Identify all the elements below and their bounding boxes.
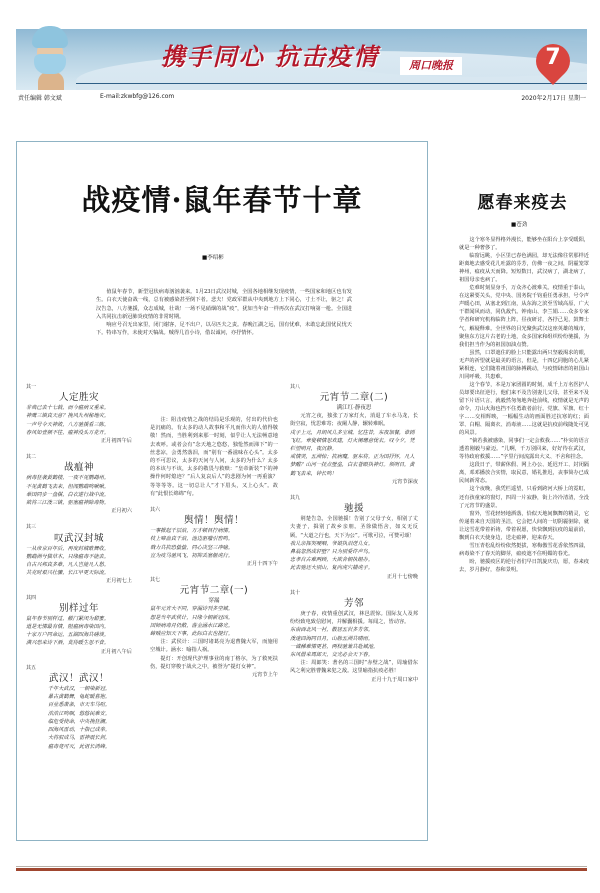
section-title: 人定胜灾 [58,392,99,404]
section-prose: 荆楚告急，全国驰援！告别了父母子女，相别了丈夫妻子，揖别了故乡亲朋。圣徐做悟舍，如义无反顾。“大道之行也，天下为公”。可歌可泣，可赞可颂！ [290,516,418,539]
poem-line: 神鹰三镇真天意？挽风九州秘地灾。 [26,413,110,420]
poem-line: 鹦鹉洲兮猫草木，只缘瘟毒不能去。 [26,553,110,560]
poem-line: 百业悉萧条，市天车马喧。 [47,702,111,709]
side-paragraph: 窗外，雪花轻轻地洒落，恰似天地间飘舞的精灵，它传递着来自天国的圣洁，它会把人间的一切阴霾驱除，就让这雪花带着祈祷，带着祝愿，快快飘到抗疫的最前沿，飘到白衣天使身边，送走瘟神，迎来春天。 [459,510,589,541]
poem-line: 十家万户同命运，五湖四海共磋谈。 [26,632,110,639]
poem-line: 一声号令天神敛，八方驰援看三陈。 [26,421,110,428]
section-signature: 正月初四午后 [100,438,132,445]
article-column-1 [26,383,132,759]
section-prose: 庚子春，疫情重创武汉，林邑震惊。国际友人及邦纷纷致电致信慰问，并解囊相援。每闻之，皆动容。 [290,611,418,626]
section-signature: 正月初七上 [106,578,132,585]
section-title: 元宵节二章(二) [319,392,389,404]
footer-divider [16,868,587,871]
side-paragraph: 虽然，口罩遮住的脸上只能露出两只坚毅渴求的眼，无声的祈望就是最美的语言，但是，十四亿同胞的心儿紧紧相连，它们随着祖国的脉搏跳动，与疫情肆虐的祖国山川同呼吸、共患难。 [459,349,589,380]
section-number: 其十 [290,589,301,596]
poem-line: 忠孝自古难两顾，大欲舍朝执组办。 [290,557,374,564]
issue-date: 2020年2月17日 星期一 [521,95,586,102]
poem-section [150,576,278,679]
poem-line: 戒情哭，五洲惊；抗病魔，驱东将。正为国抒怀，凡人梦醒？山河一抚点壁垒，白衣苍眼执神灯。须明日，黄鹤飞去来，钟长鸣！ [290,454,415,477]
intro-paragraph: 响应号召无出家里，闭门谢客，足不出户，以尽匹夫之责。春晚江湖之远，国有忧难，未敢忘此国忧民忧天下。特串写作，未使对天犒战。贼得几首小诗，借以诚问，亦抒情怀。 [96,322,352,337]
poem-line: 四海风雷动，十指已成拳。 [47,727,111,734]
section-subtitle: 满江红·静夜思 [336,405,372,412]
poem-section [150,506,278,568]
poem-line: 自古兴邦真多难，凡人岂能凡人愁。 [26,562,110,569]
section-number: 其五 [26,664,37,671]
footer-divider [16,866,587,867]
poem-section [26,664,132,751]
section-number: 其七 [150,577,161,584]
poem-line: 蟑贼应知天下事，此际白衣也提灯。 [150,631,234,638]
editor-credit: 责任编辑 韩文斌 [18,95,62,102]
side-paragraph: 这段日子，带薪休假、网上办公、延迟开工、封闭隔离，邓邓播放合实情，取民意，婚礼推迟，丧事简办已成民间新常态。 [459,462,589,485]
poem-line: 不见黄鹤飞去来，但闻鹦鹉鸣啾啾。 [26,483,110,490]
section-signature: 正月十九于周口家中 [371,676,418,683]
section-number: 其四 [26,594,37,601]
poem-line: 戮力共抗恐蛰蛰，同心决坚三冲喻。 [150,544,234,551]
poem-section [26,453,132,515]
section-number: 其二 [26,454,37,461]
section-title: 武汉！武汉！ [48,673,109,685]
section-signature: 元宵节深夜 [392,478,418,485]
section-title: 芳邻 [343,598,364,610]
section-note: 提灯：开创现代护理事业的南丁格尔，为了救死扶伤，提灯穿梭于战火之中，被誉为“提灯女神”。 [150,655,278,670]
poem-line: 想是当年武侯计，只缘今朝新冠凶。 [150,614,234,621]
section-prose: 元宵之夜，独张了万家灯火，消退了车水马龙，长街空寂，忧思难寄；夜阑人静，辗转难眠。 [290,413,418,428]
section-signature: 元宵节上午 [252,672,278,679]
intro-paragraph: 值鼠年春节，新型冠状病毒汹汹袭来。1月23日武汉封城，全国各地相继发现疫情，一些国家和地区也有发生。白衣天使奋战一线，总有被感染甚至倒下者。悲夫！党政军群从中央到地方上下同心，寸土不让，驱之！武汉告急，八方驰援，众志成城，壮哉！一场不见硝烟的战“疫”，犹如当年奋一样再次在武汉打响第一枪。全国进入共同抗击新冠肺炎疫情的非常时期。 [96,289,352,320]
side-paragraph: “倘若我被感染，同事们一定会救我……”朴实的语言透着刚毅与豪迈。“儿啊，千万别回来，好好待在武汉，等待政府救援……”字里行间流露出大义、不舍和挂念。 [459,438,589,461]
section-title: 舆情！舆情！ [183,515,244,527]
poem-line: 此去驰还大别山，复向虎穴捕虎子。 [290,565,374,572]
poem-line: 暴古黄鹤舞，龟蛇暖暮抱。 [47,694,111,701]
side-article-body [459,236,589,574]
section-note: 注：周郎笑：著名的三国时“赤壁之战”，周瑜借东风之利完胜曹魏来犯之敌。这里喻指抗疫必胜！ [290,660,418,675]
poem-section [26,383,132,445]
poem-line: 东风借来周郎天，交光必会天下春。 [290,652,374,659]
side-article-title: 愿春来疫去 [477,193,568,213]
poem-section [290,383,418,486]
poem-line: 举国同步一盘棋，白衣逆行战中流。 [26,491,110,498]
section-signature: 正月十四下午 [246,561,278,568]
poem-line: 非典已去十七载，而今瘟病又重来。 [26,405,110,412]
article-column-3 [290,383,418,692]
section-number: 其三 [26,524,37,531]
poem-line: 宜为疫马驰风飞，初抑丢塞偃虎行。 [150,552,234,559]
poem-section [290,589,418,684]
section-signature: 正月初八午后 [100,648,132,655]
section-number: 其六 [150,507,161,514]
side-paragraph: 雪压青松乱纷纷依然挺拔，寒梅傲雪花香依然四溢，病毒染不了春天的脚芽，瘟疫遮不住明媚的春光。 [459,542,589,557]
poem-line: 鼻翁忽然成轩壁？只为别爱许声鸟。 [290,549,374,556]
poem-line: 一事掀起千层浪，万才顿目拧病情。 [150,528,234,535]
poem-section [26,594,132,656]
main-article-intro [96,288,352,338]
section-title: 战瘟神 [63,462,94,474]
section-number: 其八 [290,384,301,390]
poem-line: 满兴恐来诗下酒，莫待暖生思不食。 [26,640,110,647]
section-note: 注：阻击疫情之战的结局是乐观的，付出的代价也是沉痛的。有太多的动人故事和平凡而伟大的人值得敬敬！然而，当胜利到来那一时刻，似乎让人无法畅意地去欢呼。或者会有“念天地之悠悠，独怆然而涕下”的一丝悲凉，会勇然落泪，而“别有一番滋味在心头”。太多的不可思议，太多的天问与人问，太多的为什么？太多的本该与不该，太多的敬畏与救赎：“皇帝新装”下的神操作何时熄迹？“后人复哀后人”的悲剧为何一再重演？等等等等。这一切总让人“才下眉头，又上心头”。故有“此恨长绵绵”句。 [150,417,278,497]
banner-rule [76,83,587,84]
masked-doctor-illustration [28,26,72,90]
note-section [150,416,278,498]
section-slogan: 携手同心 抗击疫情 [160,42,380,71]
side-paragraph: 这个寒冬显得格外漫长，能够坐在阳台上享受暖阳，就是一种奢侈了。 [459,237,589,252]
poem-line: 千年大武汉，一朝染新冠。 [47,686,111,693]
poem-section [290,494,418,581]
poem-line: 枝上啼血真千浪，池边驱嗤引窖鸣。 [150,536,234,543]
section-number: 其一 [26,384,37,390]
poem-line: 瘟毒竟可灭，此诅长鸿峰。 [47,743,111,750]
section-signature: 正月十七傍晚 [386,573,418,580]
poem-line: 共克时艰兴壮骤，长江早更天际流。 [26,570,110,577]
poem-line: 浩浩江鸣咽，悠悠民难安。 [47,710,111,717]
poem-line: 大将驭成马，雷神震长剑。 [47,735,111,742]
section-subtitle: 穿漏 [208,598,220,605]
editor-email: E-mail:zkwbfg@126.com [100,93,175,100]
poem-line: 泼迷四海同日月，山脉五洲共晴雨。 [290,635,374,642]
side-paragraph: 这个夜晚，我凭栏遥望，只看到跨河大桥上的霓虹，还有孩童家的窗灯，四周一片寂静，街上冷冷清清，全没了元宵节的盛景。 [459,486,589,509]
poem-line: 东南西北风一衬，散居五岩多芳邻。 [290,627,374,634]
poem-line: 我儿亲挥哭哽咽，爷娘执泪送儿女。 [290,540,374,547]
side-paragraph: 危难时刻显身手，万众齐心渡难关。疫情重于泰山，在这紧要关头，党中央、国务院千钧重任勇承担，号令声声暖心田，从塞北到江南，从东海之滨至雪域高原，广大干群闻风而动，同仇敌忾。钟南山、李兰娟……众多专家学者和研究机构临阵上阵，昼夜研讨，各抒己见，鼓舞士气，解疑释难。全世界的目光聚焦武汉这座英雄的城市，聚焦东方这片古老的土地，众多国家和组织纷纷驰援，为我们担当作为的祖国加油点赞。 [459,285,589,348]
side-paragraph: 临窗远眺，小区里已春色满园，却无法像往常那样近距离地去感受花儿吐露的芬芳，仿佛一夜之间，阴霾笼罩神州，瘟疫从天而降。短短数日，武汉病了，湖北病了，祖国母亲也病了。 [459,253,589,284]
poem-line: 国师病毒月仍散，落金涵水江路光。 [150,622,234,629]
section-note: 注：武侯计：三国时诸葛亮为退曹魏大军，而施用空城计。涵水：喻指人祸。 [150,639,278,654]
newspaper-logo: 周口晚报 [400,57,462,75]
section-title: 元宵节二章(一) [179,585,249,597]
poem-line: 一从帝京百年后，再度封城歌舞收。 [26,545,110,552]
poem-section [26,523,132,585]
poem-line: 戌子上元，月朗风儿多宝城。忆往昔，东夜加餐，谁剧飞红。章叟顿情思欢建，灯火阑珊意忧衣。叹今夕，凭栏望明月，夜沉静。 [290,429,415,453]
main-article-title: 战疫情·鼠年春节十章 [81,183,363,217]
poem-line: 一诚稀难情更甚，两校驰兼共赴城池。 [290,643,379,650]
section-title: 叹武汉封城 [53,532,104,544]
page-number: 7 [545,45,561,70]
section-title: 别样过年 [58,602,99,614]
article-column-2 [150,416,278,687]
section-title: 驰援 [343,503,364,515]
poem-line: 欲将三江泼三镇，驱塞瘟神除毒物。 [26,500,110,507]
side-paragraph: 盼，驰援疫区的逆行者们早日凯旋庆功，愿，春来疫去，岁月静好，春和景明。 [459,558,589,573]
poem-line: 鼠年春节别样过，敝门紧闭为甜蜜。 [26,615,110,622]
section-number: 其九 [290,495,301,502]
poem-line: 临危受使命，中央挽狂澜。 [47,718,111,725]
poem-line: 病毒狂袭黄鹤楼，一夜不见鹦鹉州。 [26,475,110,482]
poem-line: 春风如壹频不往，瘟神没头万花开。 [26,429,110,436]
main-article-byline: ■李绍彬 [202,255,224,261]
poem-line: 道是无情最有情，阻瘟病毒染国内。 [26,624,110,631]
side-article-byline: ■苍劲 [511,222,528,228]
side-paragraph: 这个春节，本是万家团圆的时刻，成千上万名医护人员却要出征逆行，他们来不及告别妻儿父母，甚至来不及留下片语只言，就毅然匆匆地奔赴前线，疫情就是无声的命令，刀山火海也挡不住勇敢者前行。党旗、军旗、红十字……交相辉映，一幅幅生动的画面胜过抗寒的红；面罩、白帽、隔离衣、消毒液……这就是抗疫前线随处可见的风景。 [459,381,589,437]
section-signature: 正月初六 [111,508,132,515]
poem-line: 鼠年元宵大不同，穿漏诗刊多空城。 [150,606,234,613]
